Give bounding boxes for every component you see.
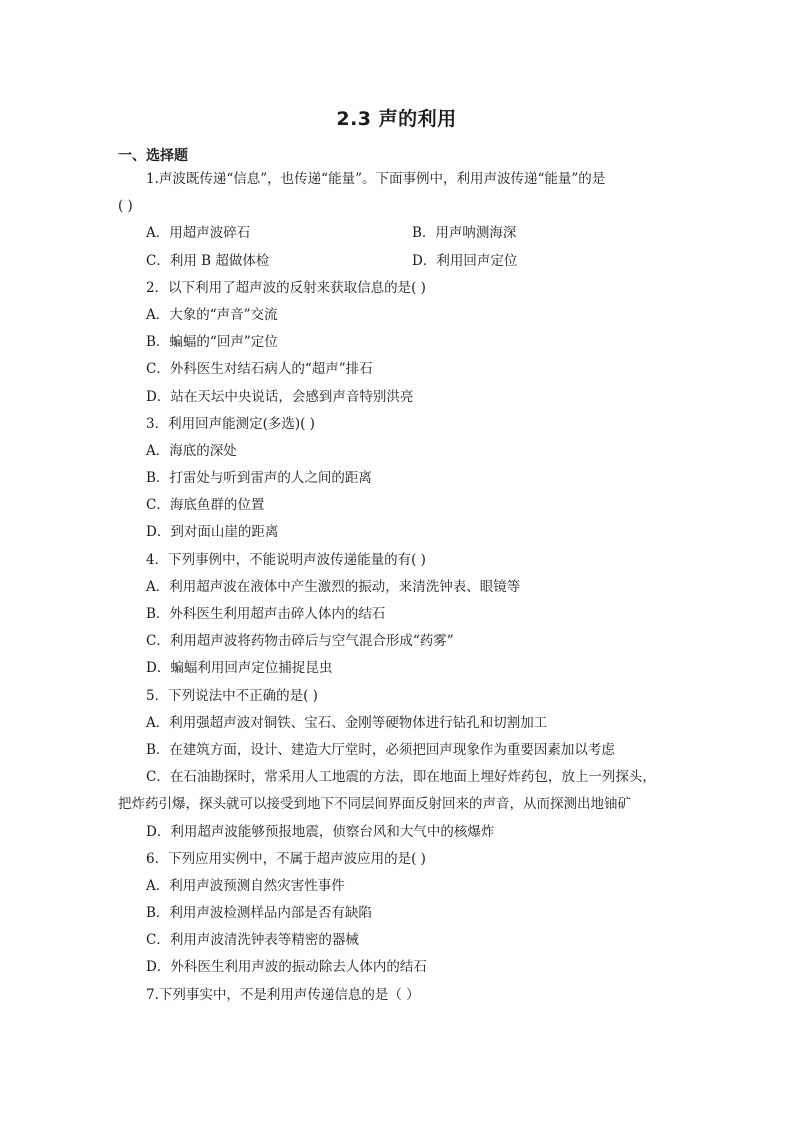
question-5-option-b: B．在建筑方面，设计、建造大厅堂时，必须把回声现象作为重要因素加以考虑 [146, 741, 615, 758]
question-2-option-a: A．大象的“声音”交流 [146, 306, 278, 323]
question-3-option-a: A．海底的深处 [146, 442, 237, 459]
question-1-stem-cont: ( ) [118, 198, 133, 215]
question-1-option-a: A．用超声波碎石 [146, 225, 251, 242]
question-6-option-a: A．利用声波预测自然灾害性事件 [146, 877, 345, 894]
question-6-stem: 6．下列应用实例中，不属于超声波应用的是( ) [146, 850, 426, 867]
question-4-stem: 4．下列事例中，不能说明声波传递能量的有( ) [146, 551, 426, 568]
question-2-stem: 2．以下利用了超声波的反射来获取信息的是( ) [146, 279, 426, 296]
question-list [118, 166, 678, 1009]
question-4-option-d: D．蝙蝠利用回声定位捕捉昆虫 [146, 660, 333, 677]
question-4-option-c: C．利用超声波将药物击碎后与空气混合形成“药雾” [146, 633, 454, 650]
question-6-option-d: D．外科医生利用声波的振动除去人体内的结石 [146, 959, 427, 976]
question-4-option-a: A．利用超声波在液体中产生激烈的振动，来清洗钟表、眼镜等 [146, 578, 521, 595]
page-title: 2.3 声的利用 [336, 108, 457, 130]
question-3-option-c: C．海底鱼群的位置 [146, 497, 265, 514]
question-5-option-c-cont: 把炸药引爆，探头就可以接受到地下不同层间界面反射回来的声音，从而探测出地铀矿 [118, 796, 631, 813]
question-1-options-row-2 [118, 248, 678, 275]
section-heading: 一、选择题 [118, 148, 188, 164]
question-3-stem: 3．利用回声能测定(多选)( ) [146, 415, 315, 432]
question-4-option-b: B．外科医生利用超声击碎人体内的结石 [146, 606, 386, 622]
question-5-option-a: A．利用强超声波对铜铁、宝石、金刚等硬物体进行钻孔和切割加工 [146, 714, 548, 731]
question-6-option-b: B．利用声波检测样品内部是否有缺陷 [146, 905, 372, 922]
question-2-option-d: D．站在天坛中央说话，会感到声音特别洪亮 [146, 388, 414, 405]
question-1-option-d: D．利用回声定位 [412, 252, 518, 269]
question-6-option-c: C．利用声波清洗钟表等精密的器械 [146, 932, 359, 949]
question-3-option-d: D．到对面山崖的距离 [146, 524, 279, 541]
question-1-option-c: C．利用 B 超做体检 [146, 252, 270, 269]
question-2-option-c: C．外科医生对结石病人的“超声”排石 [146, 361, 373, 378]
question-5-option-c: C．在石油勘探时，常采用人工地震的方法，即在地面上埋好炸药包，放上一列探头， [146, 769, 656, 786]
question-5-option-d: D．利用超声波能够预报地震，侦察台风和大气中的核爆炸 [146, 823, 495, 840]
question-1-options-row-1 [118, 220, 678, 247]
question-3-option-b: B．打雷处与听到雷声的人之间的距离 [146, 470, 372, 487]
question-2-option-b: B．蝙蝠的“回声”定位 [146, 334, 278, 351]
question-5-stem: 5．下列说法中不正确的是( ) [146, 687, 318, 704]
question-1-option-b: B．用声呐测海深 [412, 225, 517, 242]
question-1-stem: 1.声波既传递“信息”，也传递“能量”。下面事例中，利用声波传递“能量”的是 [146, 171, 606, 187]
question-7-stem: 7.下列事实中，不是利用声传递信息的是（ ） [146, 986, 420, 1003]
